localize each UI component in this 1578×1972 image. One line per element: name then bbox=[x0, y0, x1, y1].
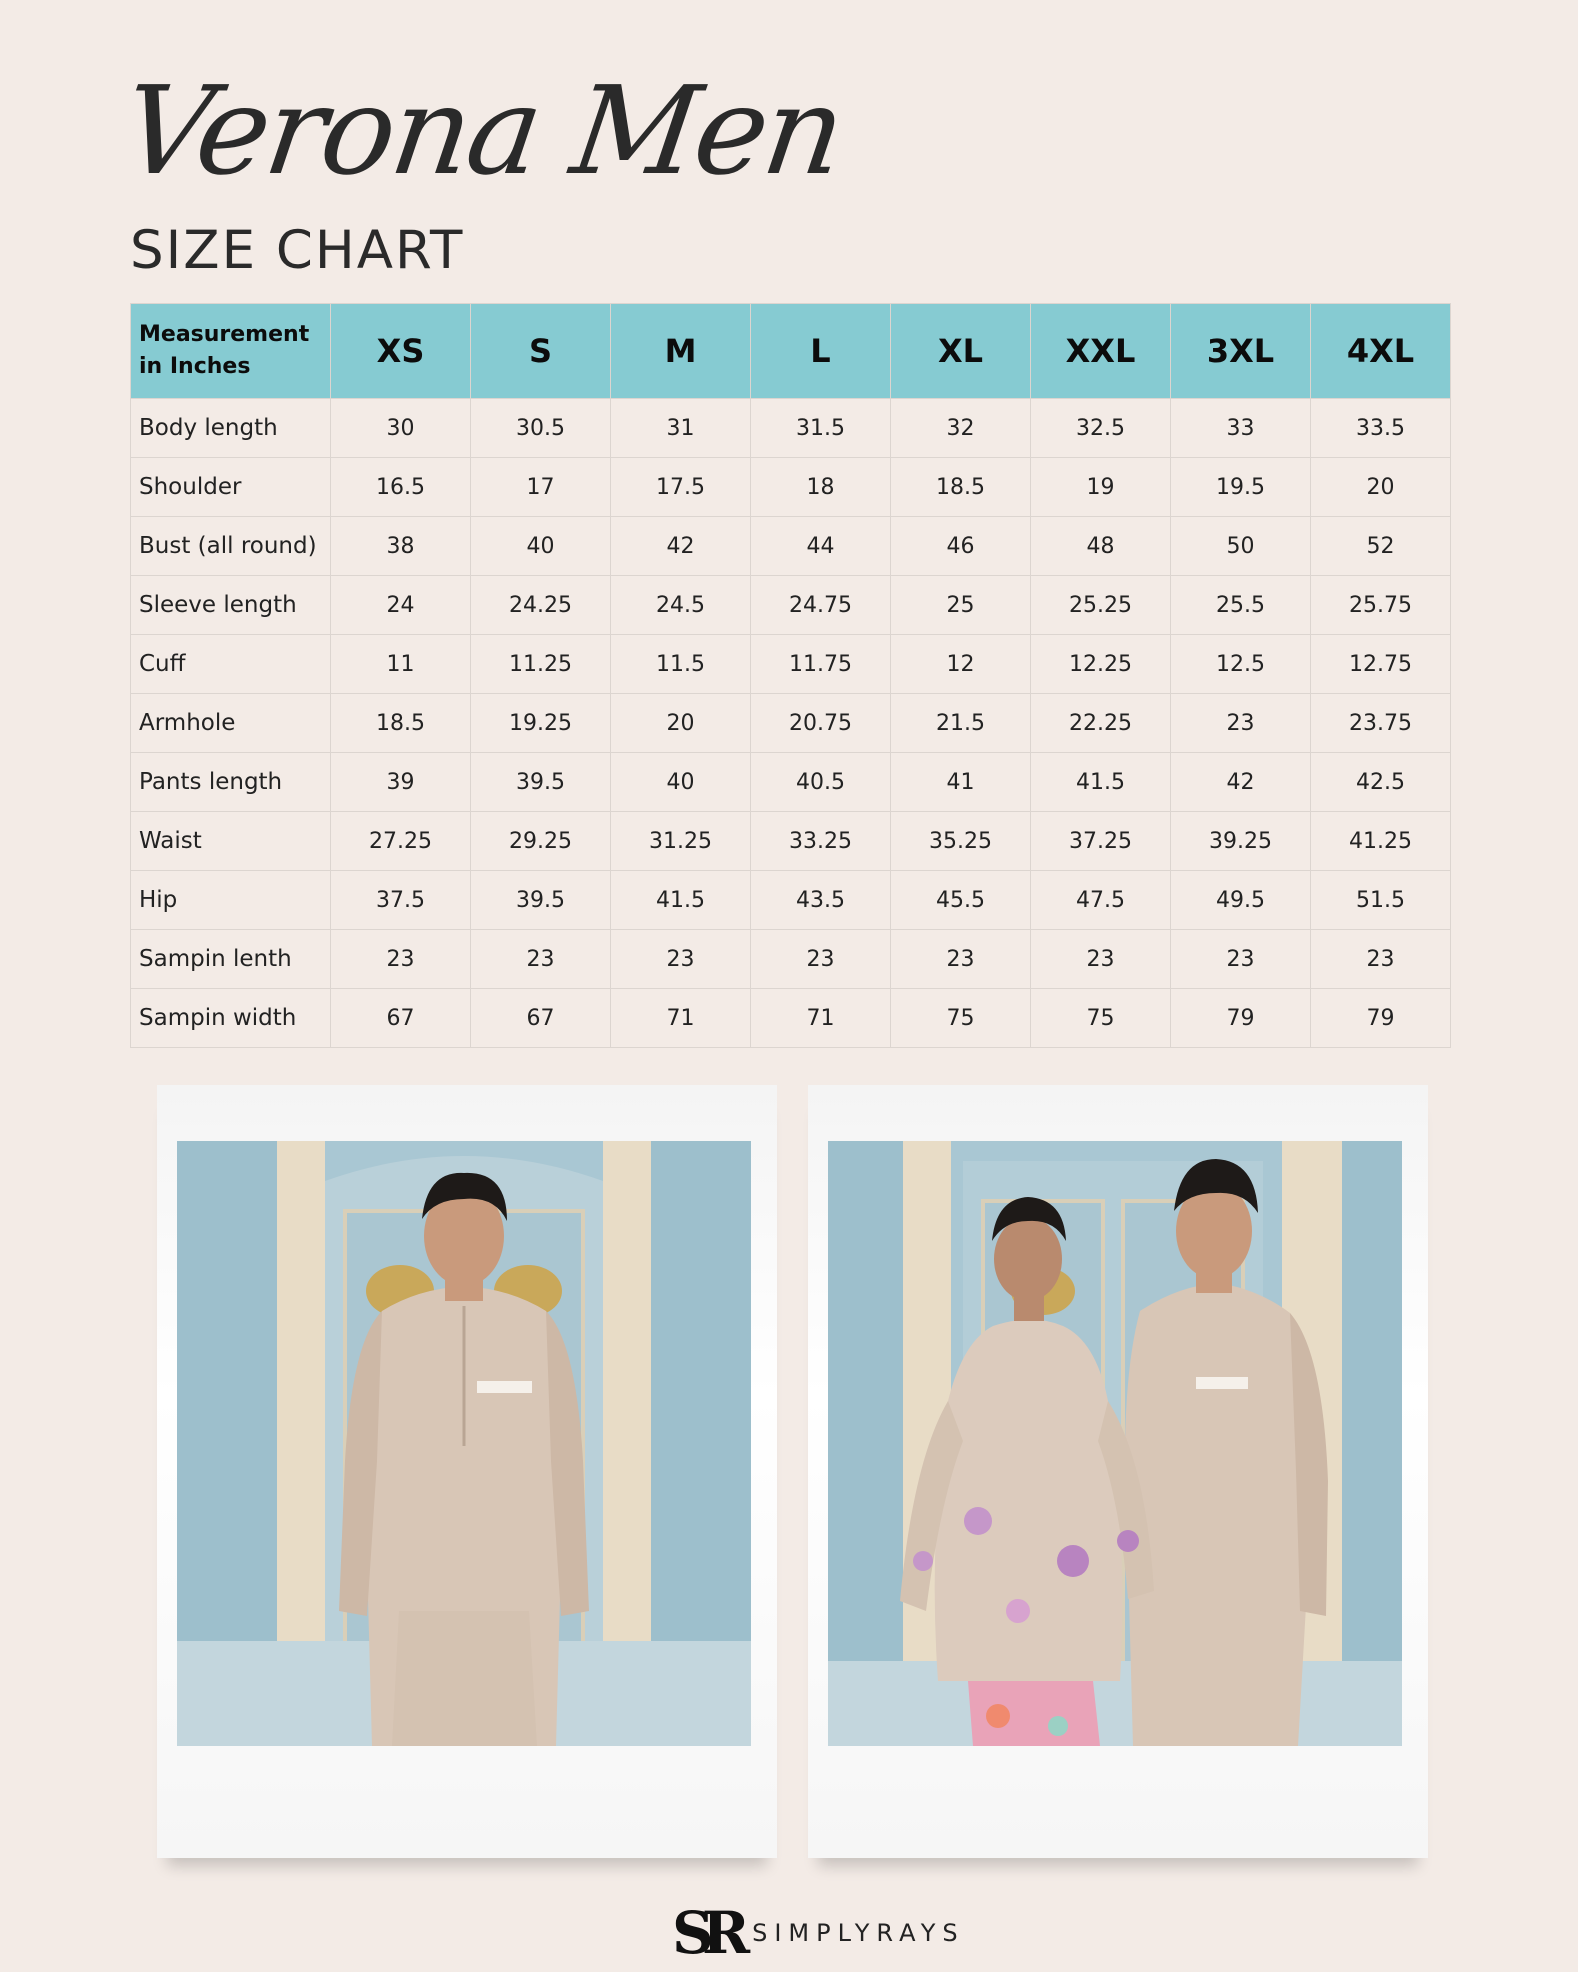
measurement-label: Bust (all round) bbox=[131, 517, 331, 576]
table-body bbox=[131, 399, 1451, 1048]
measurement-value: 40 bbox=[471, 517, 611, 576]
table-row bbox=[131, 989, 1451, 1048]
measurement-label: Hip bbox=[131, 871, 331, 930]
measurement-label: Sampin width bbox=[131, 989, 331, 1048]
measurement-value: 71 bbox=[751, 989, 891, 1048]
measurement-value: 43.5 bbox=[751, 871, 891, 930]
measurement-value: 11.75 bbox=[751, 635, 891, 694]
table-row bbox=[131, 753, 1451, 812]
measurement-value: 27.25 bbox=[331, 812, 471, 871]
measurement-label: Body length bbox=[131, 399, 331, 458]
measurement-value: 44 bbox=[751, 517, 891, 576]
measurement-value: 19.5 bbox=[1171, 458, 1311, 517]
measurement-label: Sampin lenth bbox=[131, 930, 331, 989]
measurement-value: 79 bbox=[1171, 989, 1311, 1048]
measurement-value: 67 bbox=[331, 989, 471, 1048]
measurement-value: 24 bbox=[331, 576, 471, 635]
measurement-value: 19 bbox=[1031, 458, 1171, 517]
measurement-value: 23 bbox=[1031, 930, 1171, 989]
measurement-value: 46 bbox=[891, 517, 1031, 576]
measurement-value: 50 bbox=[1171, 517, 1311, 576]
measurement-value: 39.5 bbox=[471, 753, 611, 812]
measurement-value: 40 bbox=[611, 753, 751, 812]
measurement-value: 49.5 bbox=[1171, 871, 1311, 930]
measurement-value: 37.5 bbox=[331, 871, 471, 930]
measurement-value: 30.5 bbox=[471, 399, 611, 458]
measurement-value: 21.5 bbox=[891, 694, 1031, 753]
measurement-label: Pants length bbox=[131, 753, 331, 812]
table-row bbox=[131, 517, 1451, 576]
measurement-label: Shoulder bbox=[131, 458, 331, 517]
measurement-value: 75 bbox=[1031, 989, 1171, 1048]
measurement-value: 31 bbox=[611, 399, 751, 458]
measurement-value: 23 bbox=[331, 930, 471, 989]
measurement-value: 48 bbox=[1031, 517, 1171, 576]
measurement-label: Armhole bbox=[131, 694, 331, 753]
measurement-value: 33.5 bbox=[1311, 399, 1451, 458]
measurement-value: 51.5 bbox=[1311, 871, 1451, 930]
measurement-value: 39 bbox=[331, 753, 471, 812]
measurement-value: 17 bbox=[471, 458, 611, 517]
measurement-value: 30 bbox=[331, 399, 471, 458]
measurement-value: 39.25 bbox=[1171, 812, 1311, 871]
size-header: XL bbox=[891, 304, 1031, 399]
size-chart-heading: SIZE CHART bbox=[130, 220, 465, 281]
measurement-value: 42 bbox=[611, 517, 751, 576]
measurement-value: 31.25 bbox=[611, 812, 751, 871]
size-header: 4XL bbox=[1311, 304, 1451, 399]
measurement-value: 25.25 bbox=[1031, 576, 1171, 635]
measurement-label: Sleeve length bbox=[131, 576, 331, 635]
measurement-value: 33 bbox=[1171, 399, 1311, 458]
measurement-value: 11 bbox=[331, 635, 471, 694]
measurement-value: 39.5 bbox=[471, 871, 611, 930]
measurement-value: 29.25 bbox=[471, 812, 611, 871]
table-row bbox=[131, 458, 1451, 517]
man-in-baju-melayu-photo bbox=[177, 1141, 751, 1746]
measurement-value: 67 bbox=[471, 989, 611, 1048]
brand-footer bbox=[672, 1899, 965, 1967]
brand-logo-mark: SR bbox=[672, 1899, 739, 1967]
measurement-value: 32.5 bbox=[1031, 399, 1171, 458]
measurement-value: 41.5 bbox=[1031, 753, 1171, 812]
measurement-value: 33.25 bbox=[751, 812, 891, 871]
measurement-value: 25.5 bbox=[1171, 576, 1311, 635]
measurement-value: 18.5 bbox=[331, 694, 471, 753]
couple-in-matching-outfits-photo bbox=[828, 1141, 1402, 1746]
measurement-value: 40.5 bbox=[751, 753, 891, 812]
measurement-value: 31.5 bbox=[751, 399, 891, 458]
table-row bbox=[131, 812, 1451, 871]
measurement-value: 18 bbox=[751, 458, 891, 517]
measurement-value: 12 bbox=[891, 635, 1031, 694]
measurement-value: 23 bbox=[751, 930, 891, 989]
brand-name: SIMPLYRAYS bbox=[752, 1919, 965, 1947]
measurement-value: 52 bbox=[1311, 517, 1451, 576]
measurement-value: 12.75 bbox=[1311, 635, 1451, 694]
measurement-label: Waist bbox=[131, 812, 331, 871]
measurement-value: 23.75 bbox=[1311, 694, 1451, 753]
table-header-row bbox=[131, 304, 1451, 399]
measurement-value: 24.75 bbox=[751, 576, 891, 635]
measurement-unit-header: Measurement in Inches bbox=[131, 304, 331, 399]
measurement-value: 12.25 bbox=[1031, 635, 1171, 694]
size-chart-table bbox=[130, 303, 1451, 1048]
measurement-value: 12.5 bbox=[1171, 635, 1311, 694]
measurement-value: 18.5 bbox=[891, 458, 1031, 517]
measurement-value: 23 bbox=[611, 930, 751, 989]
table-row bbox=[131, 399, 1451, 458]
measurement-value: 24.25 bbox=[471, 576, 611, 635]
measurement-value: 23 bbox=[1171, 930, 1311, 989]
measurement-value: 20 bbox=[611, 694, 751, 753]
table-row bbox=[131, 930, 1451, 989]
measurement-value: 22.25 bbox=[1031, 694, 1171, 753]
measurement-value: 24.5 bbox=[611, 576, 751, 635]
measurement-label: Cuff bbox=[131, 635, 331, 694]
size-header: M bbox=[611, 304, 751, 399]
measurement-value: 17.5 bbox=[611, 458, 751, 517]
table-row bbox=[131, 576, 1451, 635]
table-row bbox=[131, 635, 1451, 694]
measurement-value: 25.75 bbox=[1311, 576, 1451, 635]
measurement-value: 42 bbox=[1171, 753, 1311, 812]
size-header: S bbox=[471, 304, 611, 399]
measurement-value: 20.75 bbox=[751, 694, 891, 753]
measurement-value: 19.25 bbox=[471, 694, 611, 753]
measurement-value: 11.5 bbox=[611, 635, 751, 694]
size-header: XS bbox=[331, 304, 471, 399]
size-header: L bbox=[751, 304, 891, 399]
photo-card-right bbox=[808, 1085, 1428, 1858]
measurement-value: 42.5 bbox=[1311, 753, 1451, 812]
measurement-value: 75 bbox=[891, 989, 1031, 1048]
photo-card-left bbox=[157, 1085, 777, 1858]
measurement-value: 45.5 bbox=[891, 871, 1031, 930]
measurement-value: 41.25 bbox=[1311, 812, 1451, 871]
measurement-value: 79 bbox=[1311, 989, 1451, 1048]
measurement-value: 35.25 bbox=[891, 812, 1031, 871]
measurement-value: 41.5 bbox=[611, 871, 751, 930]
measurement-value: 25 bbox=[891, 576, 1031, 635]
measurement-value: 16.5 bbox=[331, 458, 471, 517]
table-row bbox=[131, 871, 1451, 930]
table-row bbox=[131, 694, 1451, 753]
measurement-value: 41 bbox=[891, 753, 1031, 812]
measurement-value: 71 bbox=[611, 989, 751, 1048]
measurement-value: 37.25 bbox=[1031, 812, 1171, 871]
measurement-value: 20 bbox=[1311, 458, 1451, 517]
measurement-value: 23 bbox=[1171, 694, 1311, 753]
measurement-value: 23 bbox=[1311, 930, 1451, 989]
collection-title: Verona Men bbox=[114, 60, 851, 202]
measurement-value: 23 bbox=[891, 930, 1031, 989]
size-header: 3XL bbox=[1171, 304, 1311, 399]
size-header: XXL bbox=[1031, 304, 1171, 399]
measurement-value: 47.5 bbox=[1031, 871, 1171, 930]
measurement-value: 23 bbox=[471, 930, 611, 989]
measurement-value: 32 bbox=[891, 399, 1031, 458]
measurement-value: 11.25 bbox=[471, 635, 611, 694]
measurement-value: 38 bbox=[331, 517, 471, 576]
